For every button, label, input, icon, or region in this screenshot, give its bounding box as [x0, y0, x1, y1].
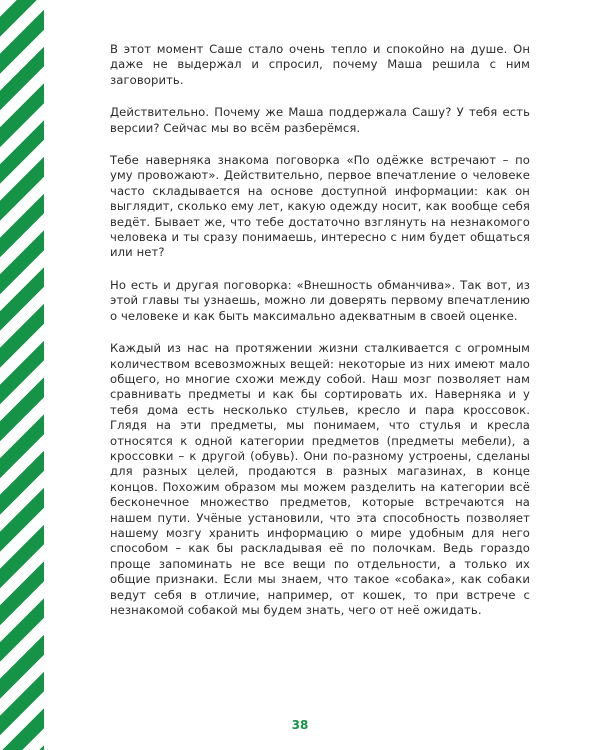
- paragraph-1: В этот момент Саше стало очень тепло и спокойно на душе. Он даже не выдержал и спросил, почему Маша решила с ним заговорить.: [110, 42, 530, 87]
- page-number: 38: [291, 718, 309, 732]
- paragraph-3: Тебе наверняка знакома поговорка «По одёжке встречают – по уму провожают». Действительно, первое впечатление о человеке часто складывается на основе доступной информации: как он выглядит, сколько ему лет, какую одежду носит, как вообще себя ведёт. Бывает же, что тебе достаточно взглянуть на незнакомого человека и ты сразу понимаешь, интересно с ним будет общаться или нет?: [110, 153, 530, 260]
- paragraph-4: Но есть и другая поговорка: «Внешность обманчива». Так вот, из этой главы ты узнаешь, можно ли доверять первому впечатлению о человеке и как быть максимально адекватным в своей оценке.: [110, 277, 530, 323]
- paragraph-2: Действительно. Почему же Маша поддержала Сашу? У тебя есть версии? Сейчас мы во всём разберёмся.: [110, 105, 530, 135]
- page-body: [110, 42, 530, 635]
- decorative-stripe-border: [0, 0, 44, 750]
- paragraph-5: Каждый из нас на протяжении жизни сталкивается с огромным количеством всевозможных вещей: некоторые из них имеют мало общего, но многие схожи между собой. Наш мозг позволяет нам сравнивать предметы и как бы сортировать их. Наверняка и у тебя дома есть несколько стульев, кресло и пара кроссовок. Глядя на эти предметы, мы понимаем, что стулья и кресла относятся к одной категории предметов (предметы мебели), а кроссовки – к другой (обувь). Они по-разному устроены, сделаны для разных целей, продаются в разных магазинах, в конце концов. Похожим образом мы можем разделить на категории всё бесконечное множество предметов, которые встречаются на нашем пути. Учёные установили, что эта способность позволяет нашему мозгу хранить информацию о мире удобным для него способом – как бы раскладывая её по полочкам. Ведь гораздо проще запоминать не все вещи по отдельности, а только их общие признаки. Если мы знаем, что такое «собака», как собаки ведут себя в отличие, например, от кошек, то при встрече с незнакомой собакой мы будем знать, чего от неё ожидать.: [110, 341, 530, 617]
